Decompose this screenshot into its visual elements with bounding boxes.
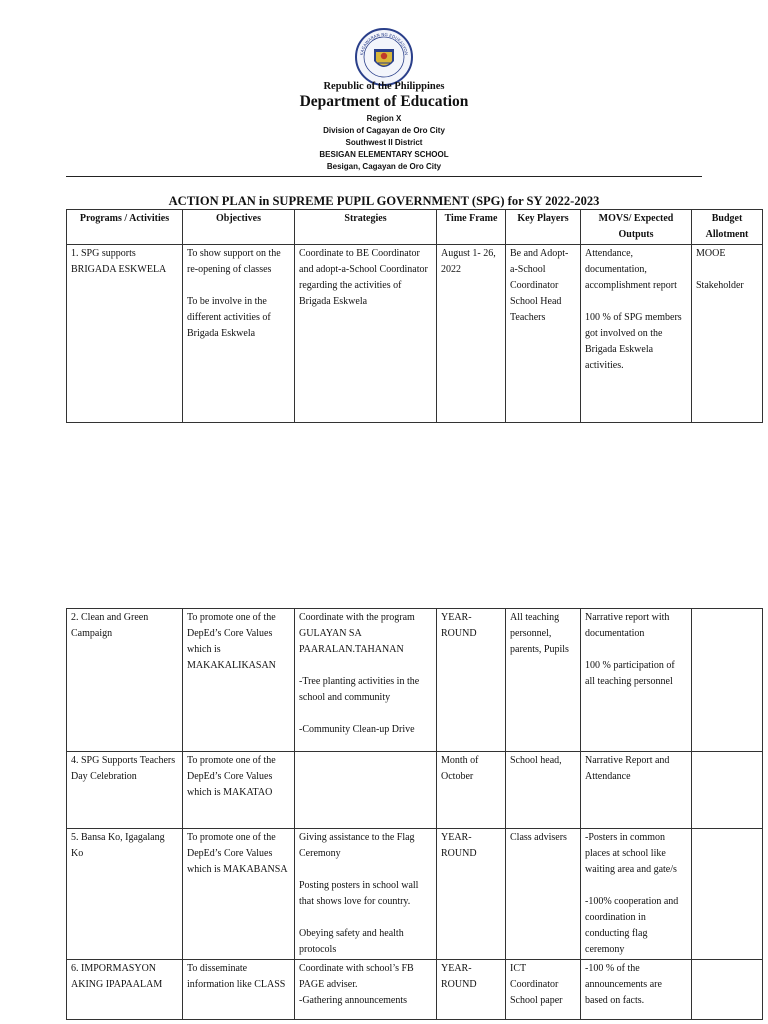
header-region: Region X <box>366 114 402 123</box>
svg-text:KAGAWARAN NG EDUKASYON: KAGAWARAN NG EDUKASYON <box>359 31 409 56</box>
header-divider <box>66 176 702 177</box>
table-row <box>67 245 763 423</box>
col-header: Budget Allotment <box>692 210 763 245</box>
time-frame-cell: YEAR-ROUND <box>437 829 506 960</box>
strategies-cell <box>295 752 437 829</box>
time-frame-cell: August 1- 26, 2022 <box>437 245 506 423</box>
col-header: MOVS/ Expected Outputs <box>581 210 692 245</box>
budget-cell <box>692 609 763 752</box>
header-district: Southwest II District <box>345 138 423 147</box>
movs-cell: Narrative report with documentation 100 % participation of all teaching personnel <box>581 609 692 752</box>
strategies-cell: Coordinate with school’s FB PAGE adviser. -Gathering announcements <box>295 960 437 1020</box>
col-header: Objectives <box>183 210 295 245</box>
action-plan-table-continued <box>66 608 763 1020</box>
key-players-cell: School head, <box>506 752 581 829</box>
movs-cell: -Posters in common places at school like waiting area and gate/s -100% cooperation and coordination in conducting flag ceremony <box>581 829 692 960</box>
budget-cell <box>692 829 763 960</box>
col-header: Key Players <box>506 210 581 245</box>
objectives-cell: To promote one of the DepEd’s Core Values which is MAKAKALIKASAN <box>183 609 295 752</box>
action-plan-table <box>66 209 763 423</box>
table-row <box>67 829 763 960</box>
header-school: BESIGAN ELEMENTARY SCHOOL <box>319 150 449 159</box>
budget-cell <box>692 752 763 829</box>
key-players-cell: ICT Coordinator School paper <box>506 960 581 1020</box>
objectives-cell: To show support on the re-opening of classes To be involve in the different activities of Brigada Eskwela <box>183 245 295 423</box>
movs-cell: -100 % of the announcements are based on facts. <box>581 960 692 1020</box>
program-cell: 4. SPG Supports Teachers Day Celebration <box>67 752 183 829</box>
time-frame-cell: Month of October <box>437 752 506 829</box>
key-players-cell: All teaching personnel, parents, Pupils <box>506 609 581 752</box>
header-republic: Republic of the Philippines <box>323 81 445 92</box>
col-header: Programs / Activities <box>67 210 183 245</box>
objectives-cell: To disseminate information like CLASS <box>183 960 295 1020</box>
program-cell: 2. Clean and Green Campaign <box>67 609 183 752</box>
movs-cell: Attendance, documentation, accomplishment report 100 % of SPG members got involved on the Brigada Eskwela activities. <box>581 245 692 423</box>
movs-cell: Narrative Report and Attendance <box>581 752 692 829</box>
table-row <box>67 752 763 829</box>
budget-cell: MOOE Stakeholder <box>692 245 763 423</box>
key-players-cell: Class advisers <box>506 829 581 960</box>
time-frame-cell: YEAR-ROUND <box>437 960 506 1020</box>
time-frame-cell: YEAR-ROUND <box>437 609 506 752</box>
header-department: Department of Education <box>299 93 469 110</box>
strategies-cell: Coordinate to BE Coordinator and adopt-a-School Coordinator regarding the activities of Brigada Eskwela <box>295 245 437 423</box>
program-cell: 1. SPG supports BRIGADA ESKWELA <box>67 245 183 423</box>
objectives-cell: To promote one of the DepEd’s Core Values which is MAKATAO <box>183 752 295 829</box>
table-header-row <box>67 210 763 245</box>
key-players-cell: Be and Adopt-a-School Coordinator School Head Teachers <box>506 245 581 423</box>
header-division: Division of Cagayan de Oro City <box>323 126 445 135</box>
header-address: Besigan, Cagayan de Oro City <box>326 162 442 171</box>
budget-cell <box>692 960 763 1020</box>
objectives-cell: To promote one of the DepEd’s Core Values which is MAKABANSA <box>183 829 295 960</box>
col-header: Time Frame <box>437 210 506 245</box>
strategies-cell: Coordinate with the program GULAYAN SA PAARALAN.TAHANAN -Tree planting activities in the school and community -Community Clean-up Drive <box>295 609 437 752</box>
col-header: Strategies <box>295 210 437 245</box>
program-cell: 5. Bansa Ko, Igagalang Ko <box>67 829 183 960</box>
page-title: ACTION PLAN in SUPREME PUPIL GOVERNMENT (SPG) for SY 2022-2023 <box>168 194 600 208</box>
program-cell: 6. IMPORMASYON AKING IPAPAALAM <box>67 960 183 1020</box>
table-row <box>67 609 763 752</box>
strategies-cell: Giving assistance to the Flag Ceremony Posting posters in school wall that shows love for country. Obeying safety and health protocols <box>295 829 437 960</box>
deped-seal-icon <box>354 27 414 87</box>
table-row <box>67 960 763 1020</box>
